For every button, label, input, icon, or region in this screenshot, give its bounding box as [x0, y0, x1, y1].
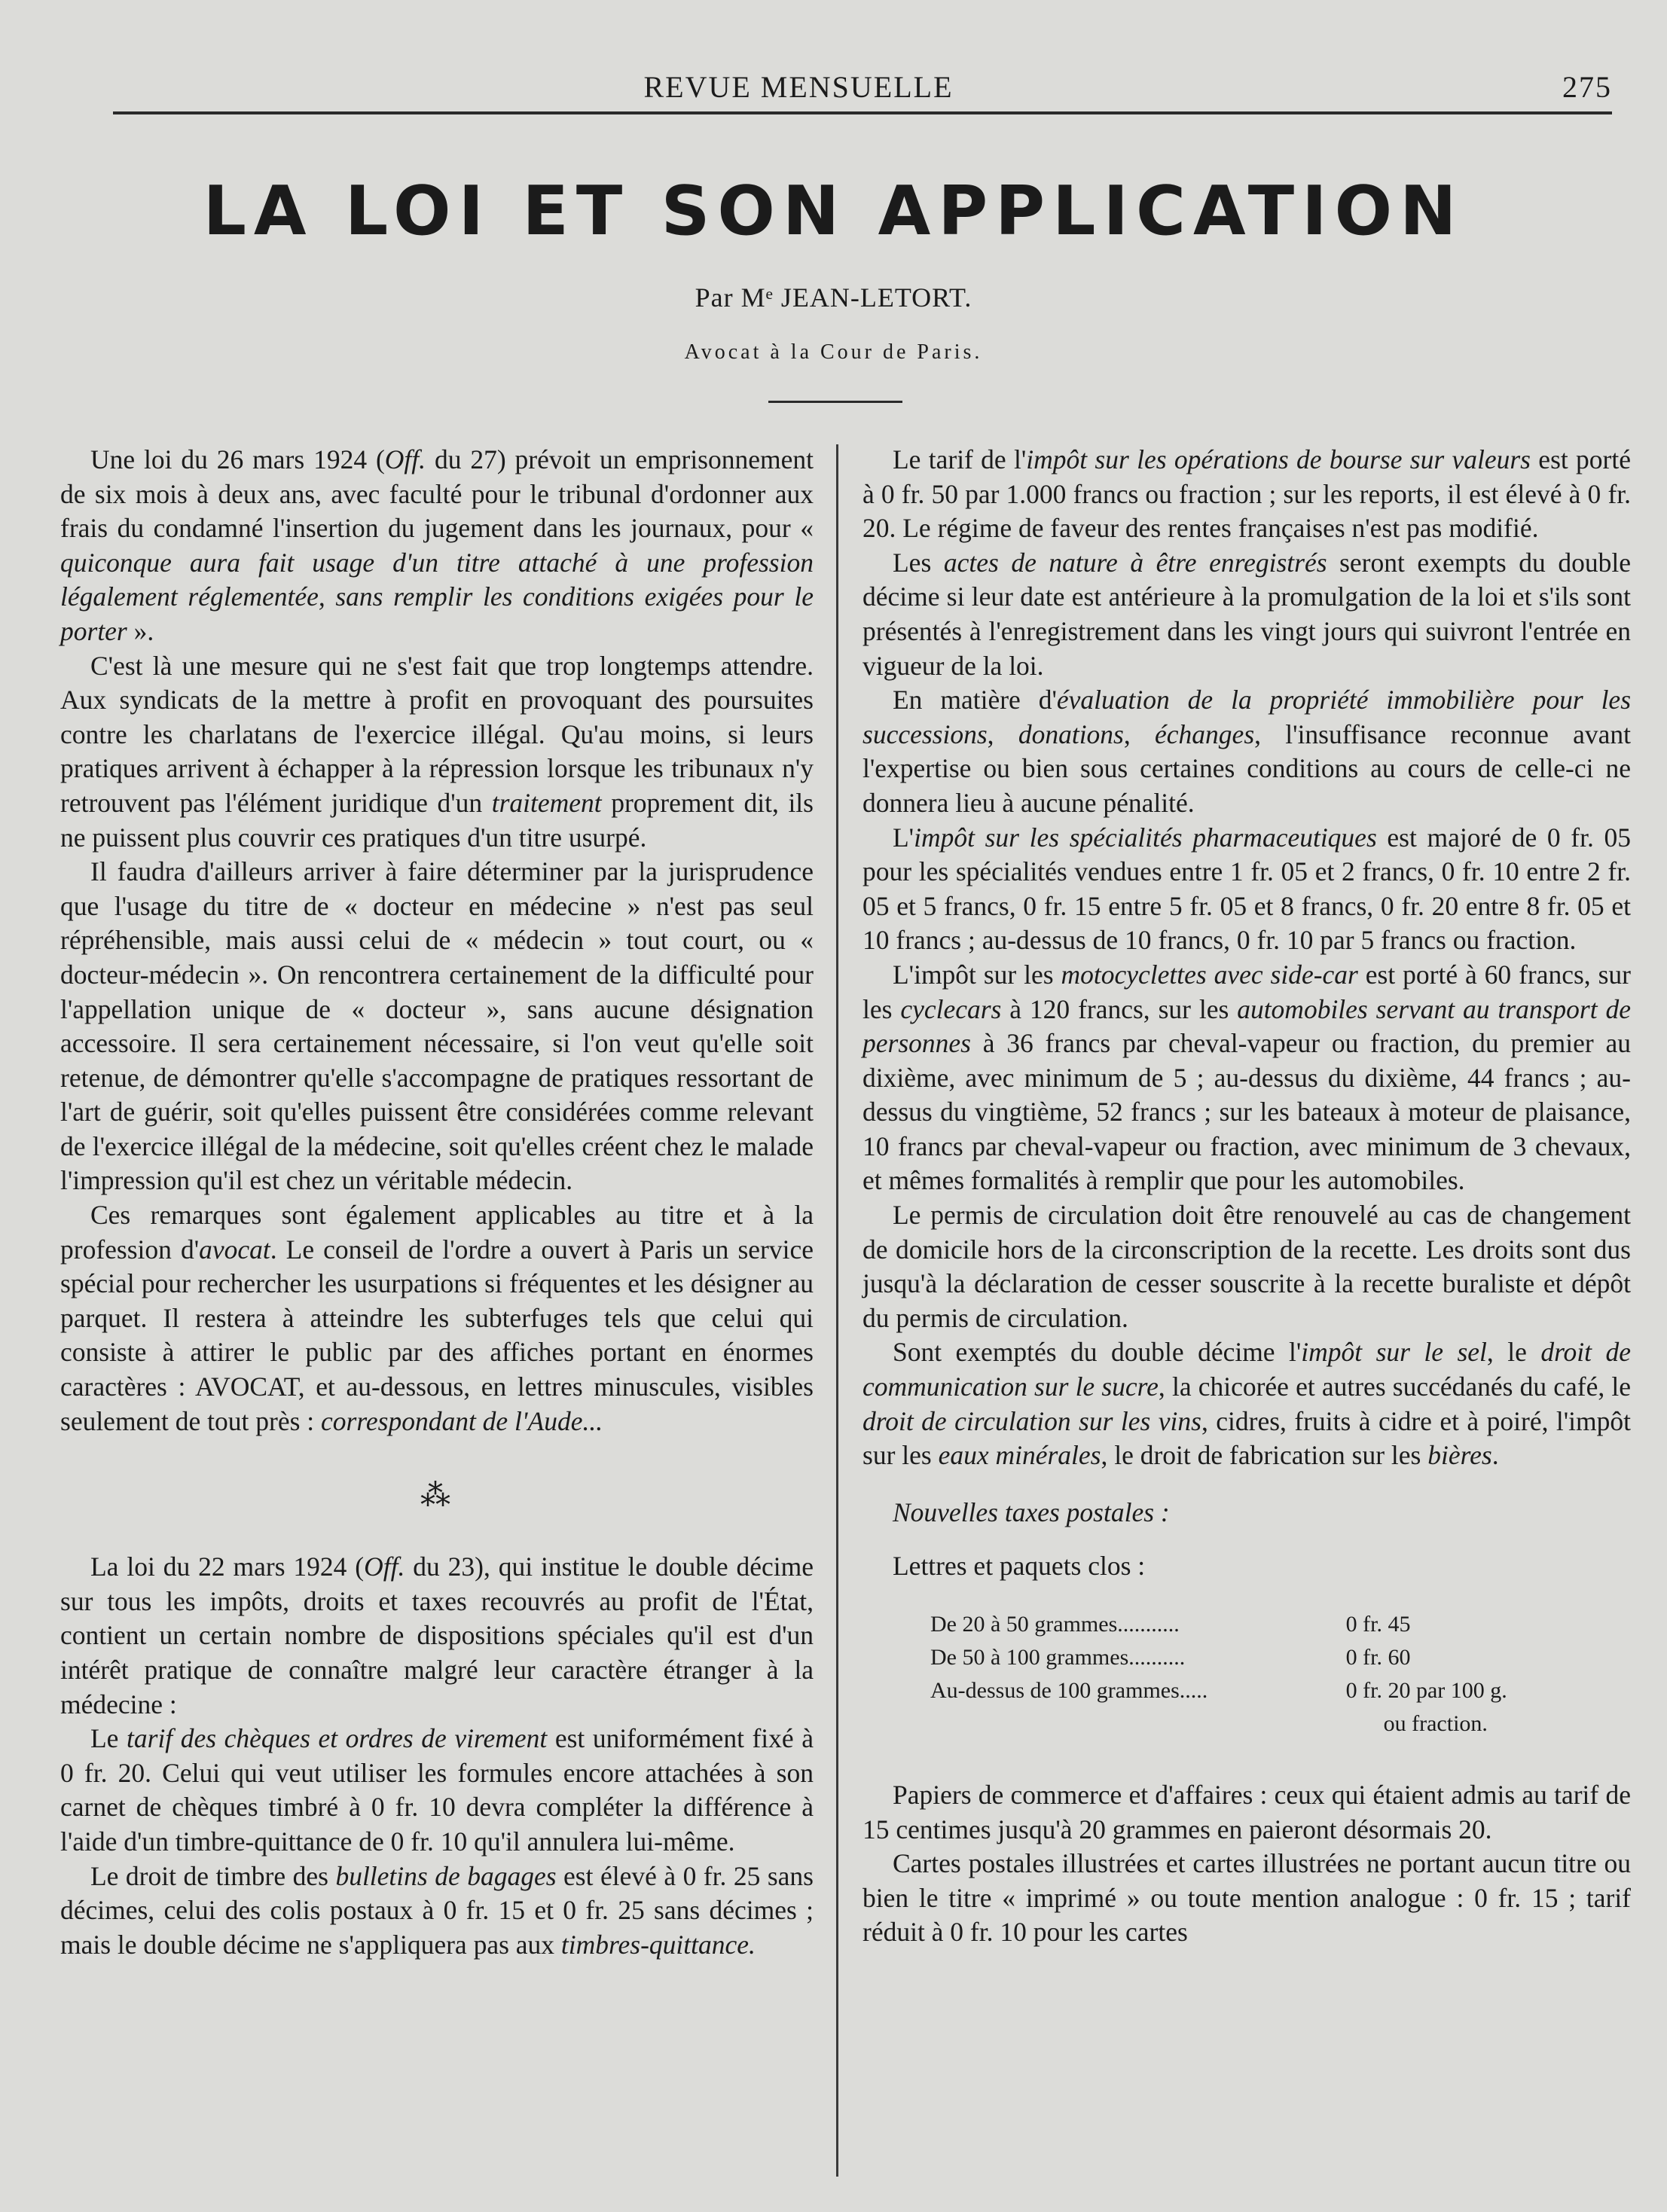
rate-label: [930, 1707, 1346, 1741]
rate-label: De 50 à 100 grammes..........: [930, 1645, 1186, 1670]
right-paragraph-9: Cartes postales illustrées et cartes illustrées ne portant aucun titre ou bien le titre « imprimé » ou toute mention analogue : 0 fr. 15 ; tarif réduit à 0 fr. 10 pour les cartes: [863, 1848, 1631, 1948]
left-column: [60, 443, 814, 1962]
postal-rates-heading: Nouvelles taxes postales :: [893, 1497, 1170, 1527]
postal-rates-table: [930, 1608, 1631, 1741]
header-rule: [113, 111, 1612, 114]
table-row: [930, 1707, 1631, 1741]
rate-label: Au-dessus de 100 grammes.....: [930, 1678, 1208, 1703]
title-rule: [768, 401, 902, 403]
left-paragraph-7: Le droit de timbre des bulletins de bagages est élevé à 0 fr. 25 sans décimes, celui des colis postaux à 0 fr. 15 et 0 fr. 25 sans décimes ; mais le double décime ne s'appliquera pas aux timbres-quittance.: [60, 1860, 814, 1960]
right-paragraph-1: Le tarif de l'impôt sur les opérations de bourse sur valeurs est porté à 0 fr. 50 par 1.000 francs ou fraction ; sur les reports, il est élevé à 0 fr. 20. Le régime de faveur des rentes françaises n'est pas modifié.: [863, 444, 1631, 544]
rate-value: 0 fr. 60: [1345, 1645, 1411, 1670]
letters-heading: Lettres et paquets clos :: [893, 1551, 1146, 1582]
article-byline: Par Mᵉ JEAN-LETORT.: [695, 282, 972, 313]
right-paragraph-5: L'impôt sur les motocyclettes avec side-car est porté à 60 francs, sur les cyclecars à 120 francs, sur les automobiles servant au transport de personnes à 36 francs par cheval-vapeur ou fraction, du premier au dixième, avec minimum de 5 ; au-dessus du dixième, 44 francs ; au-dessus du vingtième, 52 francs ; sur les bateaux à moteur de plaisance, 10 francs par cheval-vapeur ou fraction, avec minimum de 3 chevaux, et mêmes formalités à remplir que pour les automobiles.: [863, 959, 1632, 1196]
right-column: [863, 443, 1631, 1950]
right-paragraph-4: L'impôt sur les spécialités pharmaceutiques est majoré de 0 fr. 05 pour les spécialités vendues entre 1 fr. 05 et 2 francs, 0 fr. 10 entre 2 fr. 05 et 5 francs, 0 fr. 15 entre 5 fr. 05 et 8 francs, 0 fr. 20 entre 8 fr. 05 et 10 francs ; au-dessus de 10 francs, 0 fr. 10 par 5 francs ou fraction.: [863, 822, 1632, 956]
table-row: [930, 1608, 1631, 1641]
table-row: [930, 1674, 1631, 1707]
author-affiliation: Avocat à la Cour de Paris.: [684, 340, 983, 364]
column-divider: [836, 444, 838, 2177]
table-row: [930, 1641, 1631, 1674]
left-paragraph-2: C'est là une mesure qui ne s'est fait que trop longtemps attendre. Aux syndicats de la mettre à profit en provoquant des poursuites contre les charlatans de l'exercice illégal. Qu'au moins, si leurs pratiques arrivent à échapper à la répression lorsque les tribunaux n'y retrouvent pas l'élément juridique d'un traitement proprement dit, ils ne puissent plus couvrir ces pratiques d'un titre usurpé.: [60, 650, 814, 853]
page-number: 275: [1562, 70, 1612, 104]
right-paragraph-2: Les actes de nature à être enregistrés seront exempts du double décime si leur date est antérieure à la promulgation de la loi et s'ils sont présentés à l'enregistrement dans les vingt jours qui suivront l'entrée en vigueur de la loi.: [863, 547, 1631, 681]
article-title: LA LOI ET SON APPLICATION: [203, 172, 1464, 251]
right-paragraph-6: Le permis de circulation doit être renouvelé au cas de changement de domicile hors de la circonscription de la recette. Les droits sont dus jusqu'à la déclaration de cesser souscrite à la recette buraliste et dépôt du permis de circulation.: [863, 1200, 1631, 1333]
left-paragraph-1: Une loi du 26 mars 1924 (Off. du 27) prévoit un emprisonnement de six mois à deux ans, avec faculté pour le tribunal d'ordonner aux frais du condamné l'insertion du jugement dans les journaux, pour « quiconque aura fait usage d'un titre attaché à une profession légalement réglementée, sans remplir les conditions exigées pour le porter ».: [60, 444, 814, 646]
right-paragraph-7: Sont exemptés du double décime l'impôt sur le sel, le droit de communication sur le sucre, la chicorée et autres succédanés du café, le droit de circulation sur les vins, cidres, fruits à cidre et à poiré, l'impôt sur les eaux minérales, le droit de fabrication sur les bières.: [863, 1337, 1631, 1471]
right-paragraph-8: Papiers de commerce et d'affaires : ceux qui étaient admis au tarif de 15 centimes jusqu'à 20 grammes en paieront désormais 20.: [863, 1780, 1631, 1844]
rate-value: 0 fr. 45: [1345, 1612, 1411, 1637]
left-paragraph-5: La loi du 22 mars 1924 (Off. du 23), qui institue le double décime sur tous les impôts, droits et taxes recouvrés au profit de l'État, contient un certain nombre de dispositions spéciales qu'il est d'un intérêt pratique de connaître malgré leur caractère étranger à la médecine :: [60, 1551, 814, 1719]
journal-name: REVUE MENSUELLE: [643, 70, 954, 104]
rate-label: De 20 à 50 grammes...........: [930, 1612, 1180, 1637]
rate-value: ou fraction.: [1383, 1711, 1488, 1736]
left-paragraph-4: Ces remarques sont également applicables au titre et à la profession d'avocat. Le conseil de l'ordre a ouvert à Paris un service spécial pour rechercher les usurpations si fréquentes et les désigner au parquet. Il restera à atteindre les subterfuges tels que celui qui consiste à attirer le public par des affiches portant en énormes caractères : AVOCAT, et au-dessous, en lettres minuscules, visibles seulement de tout près : correspondant de l'Aude...: [60, 1200, 814, 1436]
left-paragraph-6: Le tarif des chèques et ordres de virement est uniformément fixé à 0 fr. 20. Celui qui veut utiliser les formules encore attachées à son carnet de chèques timbré à 0 fr. 10 devra compléter la différence à l'aide d'un timbre-quittance de 0 fr. 10 qu'il annulera lui-même.: [60, 1723, 814, 1857]
section-separator: ⁂: [420, 1478, 453, 1513]
right-paragraph-3: En matière d'évaluation de la propriété immobilière pour les successions, donations, échanges, l'insuffisance reconnue avant l'expertise ou bien sous certaines conditions au cours de celle-ci ne donnera lieu à aucune pénalité.: [863, 685, 1632, 818]
rate-value: 0 fr. 20 par 100 g.: [1345, 1678, 1507, 1703]
left-paragraph-3: Il faudra d'ailleurs arriver à faire déterminer par la jurisprudence que l'usage du titre de « docteur en médecine » n'est pas seul répréhensible, mais aussi celui de « médecin » tout court, ou « docteur-médecin ». On rencontrera certainement de la difficulté pour l'appellation unique de « docteur », sans aucune désignation accessoire. Il sera certainement nécessaire, si l'on veut qu'elle soit retenue, de démontrer qu'elle s'accompagne de pratiques ressortant de l'art de guérir, soit qu'elles puissent être considérées comme relevant de l'exercice illégal de la médecine, soit qu'elles créent chez le malade l'impression qu'il est chez un véritable médecin.: [60, 856, 814, 1196]
